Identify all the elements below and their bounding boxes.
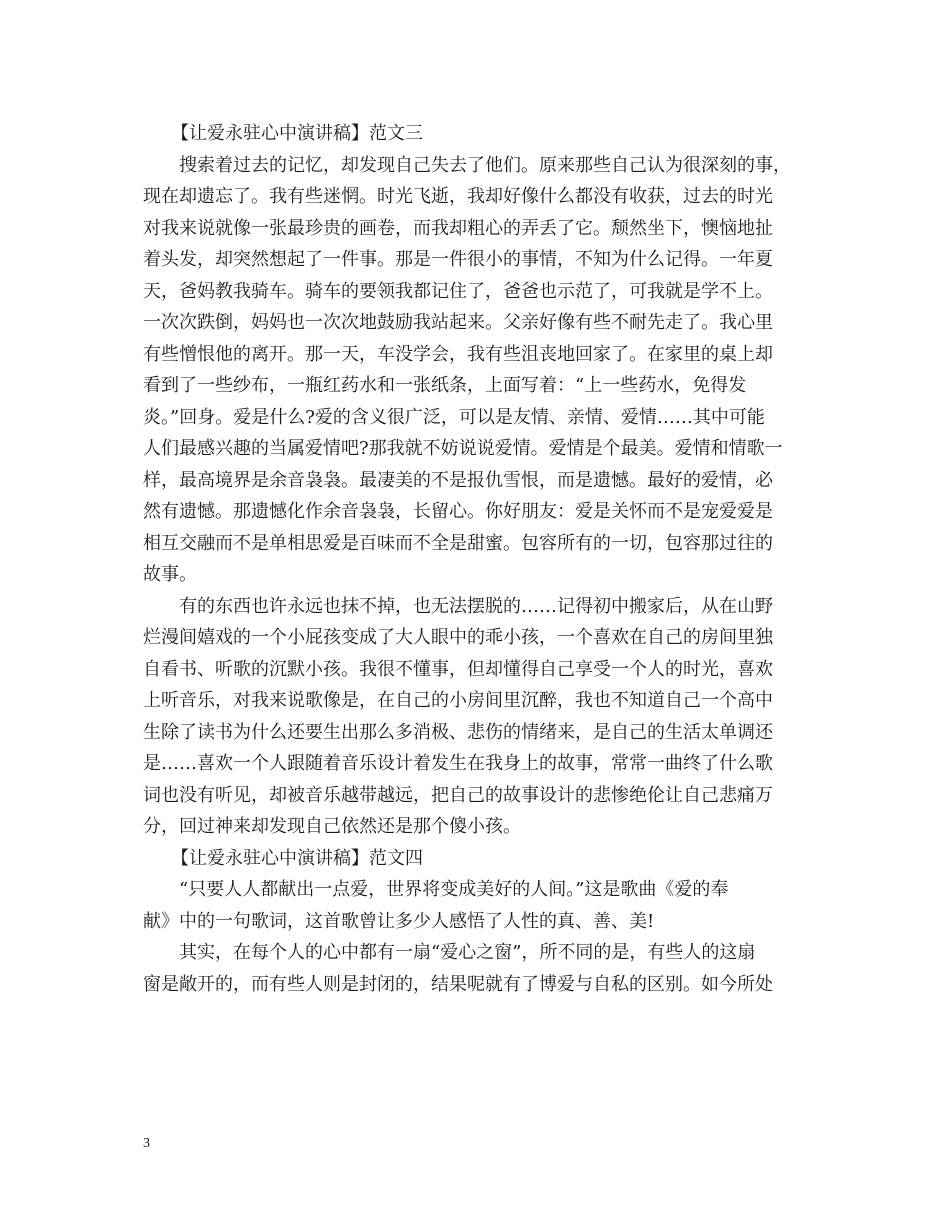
paragraph-line: 窗是敞开的，而有些人则是封闭的，结果呢就有了博爱与自私的区别。如今所处: [143, 973, 773, 995]
section-heading: 【让爱永驻心中演讲稿】范文三: [171, 123, 423, 144]
paragraph-line: 故事。: [143, 564, 197, 585]
paragraph-line: 天，爸妈教我骑车。骑车的要领我都记住了，爸爸也示范了，可我就是学不上。: [143, 280, 773, 302]
paragraph-line: 然有遗憾。那遗憾化作余音袅袅，长留心。你好朋友：爱是关怀而不是宠爱爱是: [143, 501, 773, 522]
paragraph-line: 是……喜欢一个人跟随着音乐设计着发生在我身上的故事，常常一曲终了什么歌: [143, 753, 773, 774]
paragraph-line: 样，最高境界是余音袅袅。最凄美的不是报仇雪恨，而是遗憾。最好的爱情，必: [143, 469, 773, 491]
paragraph-line: 烂漫间嬉戏的一个小屁孩变成了大人眼中的乖小孩，一个喜欢在自己的房间里独: [143, 627, 773, 648]
paragraph-line: 搜索着过去的记忆，却发现自己失去了他们。原来那些自己认为很深刻的事，: [179, 154, 791, 176]
paragraph-line: 有的东西也许永远也抹不掉，也无法摆脱的……记得初中搬家后，从在山野: [179, 595, 773, 617]
paragraph-line: 上听音乐，对我来说歌像是，在自己的小房间里沉醉，我也不知道自己一个高中: [143, 690, 773, 711]
paragraph-line: 人们最感兴趣的当属爱情吧?那我就不妨说说爱情。爱情是个最美。爱情和情歌一: [143, 438, 783, 459]
paragraph-line: 炎。”回身。爱是什么?爱的含义很广泛，可以是友情、亲情、爱情……其中可能: [143, 406, 765, 428]
paragraph-line: 相互交融而不是单相思爱是百味而不全是甜蜜。包容所有的一切，包容那过往的: [143, 532, 773, 554]
paragraph-line: 一次次跌倒，妈妈也一次次地鼓励我站起来。父亲好像有些不耐先走了。我心里: [143, 312, 773, 333]
paragraph-line: 分，回过神来却发现自己依然还是那个傻小孩。: [143, 816, 521, 837]
paragraph-line: 生除了读书为什么还要生出那么多消极、悲伤的情绪来，是自己的生活太单调还: [143, 721, 773, 743]
paragraph-line: 看到了一些纱布，一瓶红药水和一张纸条，上面写着：“上一些药水，免得发: [143, 375, 747, 396]
document-body: [143, 118, 811, 1000]
paragraph-line: 词也没有听见，却被音乐越带越远，把自己的故事设计的悲惨绝伦让自己悲痛万: [143, 784, 773, 806]
paragraph-line: 其实，在每个人的心中都有一扇“爱心之窗”，所不同的是，有些人的这扇: [179, 942, 756, 963]
paragraph-line: 自看书、听歌的沉默小孩。我很不懂事，但却懂得自己享受一个人的时光，喜欢: [143, 658, 773, 680]
paragraph-line: 着头发，却突然想起了一件事。那是一件很小的事情，不知为什么记得。一年夏: [143, 249, 773, 270]
paragraph-line: 有些憎恨他的离开。那一天，车没学会，我有些沮丧地回家了。在家里的桌上却: [143, 343, 773, 365]
section-heading: 【让爱永驻心中演讲稿】范文四: [171, 847, 423, 869]
paragraph-line: 现在却遗忘了。我有些迷惘。时光飞逝，我却好像什么都没有收获，过去的时光: [143, 186, 773, 207]
paragraph-line: “只要人人都献出一点爱，世界将变成美好的人间。”这是歌曲《爱的奉: [179, 879, 729, 900]
page-number: 3: [143, 1136, 150, 1151]
paragraph-line: 对我来说就像一张最珍贵的画卷，而我却粗心的弄丢了它。颓然坐下，懊恼地扯: [143, 217, 773, 239]
paragraph-line: 献》中的一句歌词，这首歌曾让多少人感悟了人性的真、善、美!: [143, 910, 655, 932]
